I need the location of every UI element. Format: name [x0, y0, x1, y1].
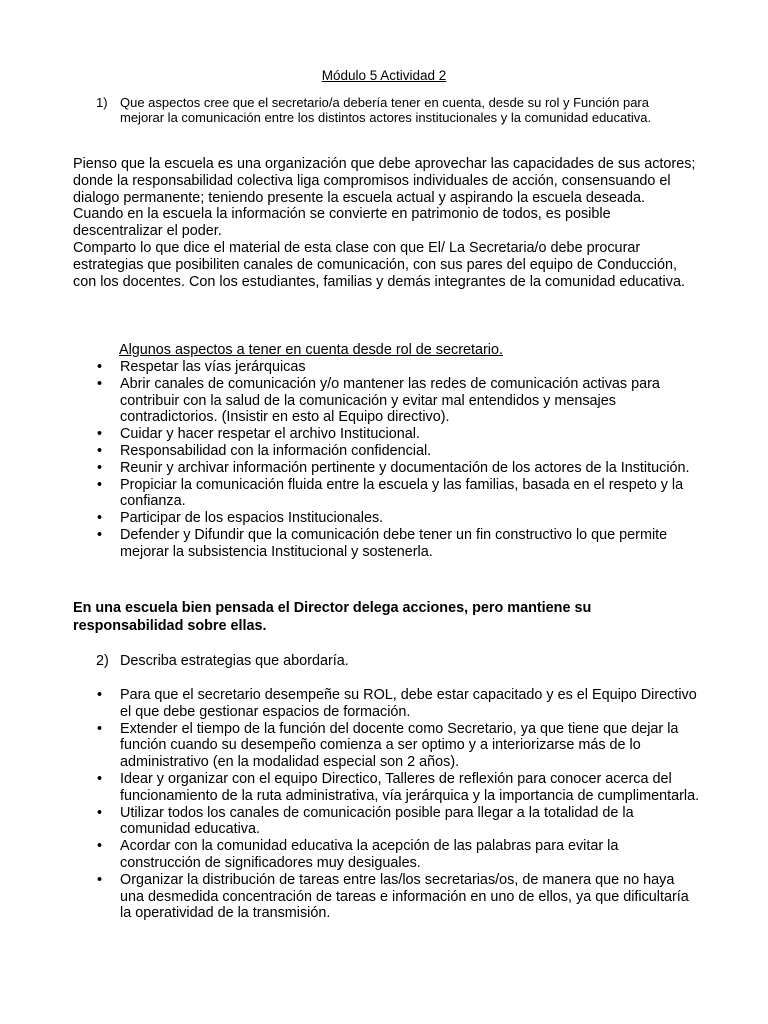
question-2-number: 2)	[96, 653, 109, 669]
question-2	[96, 653, 676, 670]
bullet-icon: •	[97, 720, 103, 737]
bullet-icon: •	[97, 375, 103, 392]
list-item	[95, 838, 700, 872]
list-item-text: Responsabilidad con la información confidencial.	[120, 442, 432, 459]
list-item	[95, 687, 700, 721]
bullet-icon: •	[97, 526, 103, 543]
list-item	[95, 477, 700, 511]
bullet-icon: •	[97, 510, 103, 527]
list-item	[95, 872, 700, 922]
bold-statement: En una escuela bien pensada el Director delega acciones, pero mantiene su responsabilidad sobre ellas.	[73, 600, 592, 634]
aspects-list	[95, 359, 700, 561]
bullet-icon: •	[97, 687, 103, 703]
list-item-text: Respetar las vías jerárquicas	[120, 359, 306, 375]
list-item	[95, 771, 700, 805]
bullet-icon: •	[97, 359, 103, 375]
intro-paragraph: Cuando en la escuela la información se convierte en patrimonio de todos, es posible descentralizar el poder.	[73, 206, 611, 240]
intro-text	[73, 156, 698, 290]
list-item	[95, 376, 700, 426]
list-item-text: Participar de los espacios Institucionales.	[120, 510, 384, 527]
document-title: Módulo 5 Actividad 2	[321, 68, 447, 83]
bullet-icon: •	[97, 426, 103, 443]
list-item-text: Cuidar y hacer respetar el archivo Institucional.	[120, 426, 420, 443]
list-item-text: Organizar la distribución de tareas entre las/los secretarias/os, de manera que no haya una desmedida concentración de tareas e información en uno de ellos, ya que dificultaría la operatividad de la transmisión.	[120, 871, 689, 922]
question-1	[96, 96, 676, 125]
list-item-text: Para que el secretario desempeñe su ROL, debe estar capacitado y es el Equipo Directivo el que debe gestionar espacios de formación.	[120, 687, 697, 720]
bullet-icon: •	[97, 804, 103, 821]
list-item	[95, 460, 700, 477]
list-item-text: Defender y Difundir que la comunicación debe tener un fin constructivo lo que permite mejorar la subsistencia Institucional y sostenerla.	[120, 526, 668, 560]
list-item-text: Utilizar todos los canales de comunicación posible para llegar a la totalidad de la comunidad educativa.	[120, 804, 634, 838]
question-1-number: 1)	[96, 95, 108, 110]
bullet-icon: •	[97, 838, 103, 855]
list-item-text: Acordar con la comunidad educativa la acepción de las palabras para evitar la construcción de significadores muy desiguales.	[120, 838, 619, 871]
intro-paragraph: Pienso que la escuela es una organización que debe aprovechar las capacidades de sus actores; donde la responsabilidad colectiva liga compromisos individuales de acción, consensuando el dialogo permanente; teniendo presente la escuela actual y aspirando la escuela deseada.	[73, 156, 696, 206]
strategies-list	[95, 687, 700, 922]
list-item	[95, 426, 700, 443]
aspects-heading: Algunos aspectos a tener en cuenta desde rol de secretario.	[119, 342, 503, 358]
bullet-icon: •	[97, 770, 103, 787]
bullet-icon: •	[97, 871, 103, 888]
list-item	[95, 510, 700, 527]
bullet-icon: •	[97, 476, 103, 493]
question-2-text: Describa estrategias que abordaría.	[120, 653, 349, 669]
list-item	[95, 443, 700, 460]
list-item	[95, 527, 700, 561]
bullet-icon: •	[97, 442, 103, 459]
list-item	[95, 721, 700, 771]
question-1-text: Que aspectos cree que el secretario/a debería tener en cuenta, desde su rol y Función para mejorar la comunicación entre los distintos actores institucionales y la comunidad educativa.	[120, 95, 652, 125]
list-item-text: Reunir y archivar información pertinente y documentación de los actores de la Institución.	[120, 459, 690, 476]
list-item-text: Idear y organizar con el equipo Directico, Talleres de reflexión para conocer acerca del funcionamiento de la ruta administrativa, vía jerárquica y la importancia de cumplimentarla.	[120, 770, 700, 804]
list-item-text: Abrir canales de comunicación y/o mantener las redes de comunicación activas para contribuir con la salud de la comunicación y evitar mal entendidos y mensajes contradictorios. (Insistir en esto al Equipo directivo).	[120, 375, 660, 426]
bullet-icon: •	[97, 459, 103, 476]
intro-paragraph: Comparto lo que dice el material de esta clase con que El/ La Secretaria/o debe procurar estrategias que posibiliten canales de comunicación, con sus pares del equipo de Conducción, con los docentes. Con los estudiantes, familias y demás integrantes de la comunidad educativa.	[73, 239, 685, 290]
list-item	[95, 805, 700, 839]
list-item-text: Propiciar la comunicación fluida entre la escuela y las familias, basada en el respeto y la confianza.	[120, 476, 684, 510]
list-item-text: Extender el tiempo de la función del docente como Secretario, ya que tiene que dejar la función cuando su desempeño comienza a ser optimo y a interiorizarse más de lo administrativo (en la modalidad especial son 2 años).	[120, 720, 679, 771]
list-item	[95, 359, 700, 376]
